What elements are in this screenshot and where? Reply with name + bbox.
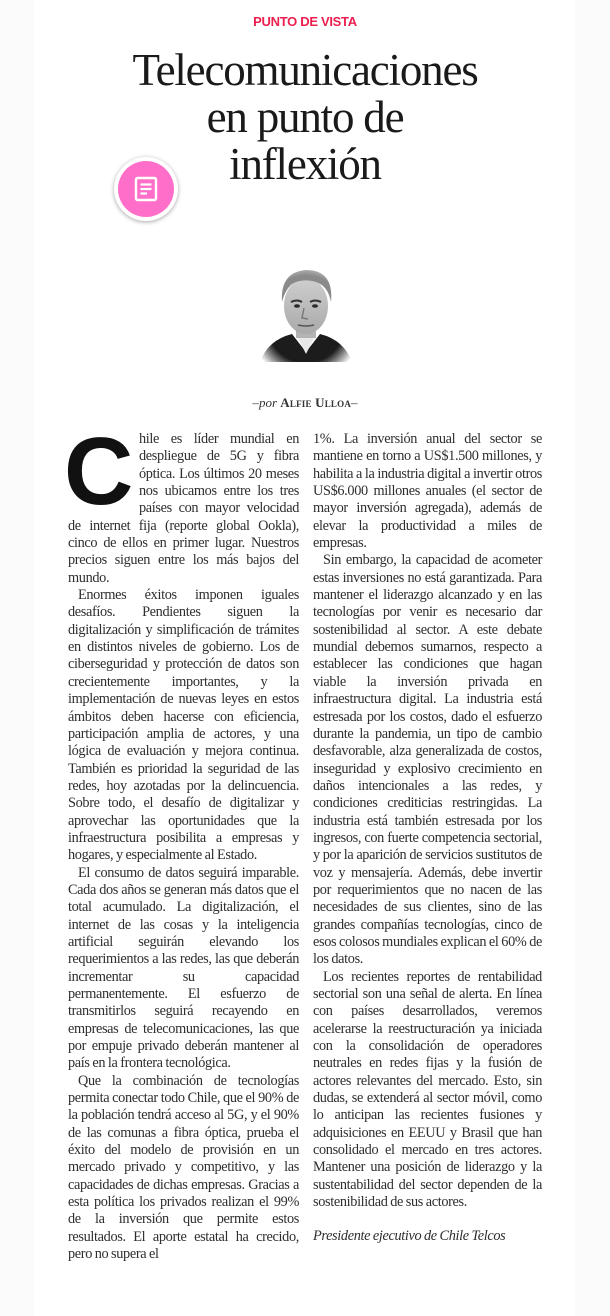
article-icon <box>131 174 161 204</box>
byline-suffix: – <box>351 395 358 410</box>
article-column-left <box>64 418 299 1264</box>
author-portrait <box>258 262 354 366</box>
author-name: Alfie Ulloa <box>280 395 352 410</box>
article-paragraph: Que la combinación de tecnologías permita conectar todo Chile, que el 90% de la población tendrá acceso al 5G, y el 90% de las comunas a fibra óptica, prueba el éxito del modelo de provisión en un mercado privado y competitivo, y las capacidades de dichas empresas. Gracias a esta política los privados realizan el 99% de la inversión que permite estos resultados. El aporte estatal ha crecido, pero no supera el <box>68 1072 299 1263</box>
drop-cap: C <box>64 418 133 525</box>
headline-line: en punto de <box>206 92 404 142</box>
section-kicker: PUNTO DE VISTA <box>253 14 357 29</box>
author-byline <box>0 395 610 411</box>
headline-line: inflexión <box>229 139 381 189</box>
article-paragraph: Los recientes reportes de rentabilidad sectorial son una señal de alerta. En línea con países desarrollados, veremos acelerarse la reestructuración ya iniciada con la consolidación de operadores neutrales en redes fijas y la fusión de actores relevantes del mercado. Esto, sin dudas, se extenderá al sector móvil, como lo anticipan las recientes fusiones y adquisiciones en EEUU y Brasil que han consolidado el mercado en tres actores. Mantener una posición de liderazgo y la sustentabilidad del sector dependen de la sostenibilidad de sus actores. <box>313 968 542 1211</box>
article-paragraph: El consumo de datos seguirá imparable. Cada dos años se generan más datos que el total acumulado. La digitalización, el internet de las cosas y la inteligencia artificial seguirán elevando los requerimientos a las redes, las que deberán incrementar su capacidad permanentemente. El esfuerzo de transmitirlos seguirá recayendo en empresas de telecomunicaciones, las que por empuje privado deberán mantener al país en la frontera tecnológica. <box>68 864 299 1072</box>
article-paragraph: 1%. La inversión anual del sector se mantiene en torno a US$1.500 millones, y habilita a la industria digital a invertir otros US$6.000 millones anuales (el sector de mayor inversión agregada), además de elevar la productividad a miles de empresas. <box>313 431 542 552</box>
headline-line: Telecomunicaciones <box>132 45 478 95</box>
article-paragraph: Chile es líder mundial en despliegue de 5G y fibra óptica. Los últimos 20 meses nos ubicamos entre los tres países con mayor velocidad de internet fija (reporte global Ookla), cinco de ellos en primer lugar. Nuestros precios siguen entre los más bajos del mundo. <box>64 418 299 586</box>
headline <box>0 47 610 188</box>
article-paragraph: Enormes éxitos imponen iguales desafíos. Pendientes siguen la digitalización y simplificación de trámites en distintos niveles de gobierno. Los de ciberseguridad y protección de datos son crecientemente importantes, y la implementación de nuevas leyes en estos ámbitos deben hacerse con eficiencia, participación amplia de actores, y una lógica de evaluación y mejora continua. También es prioridad la seguridad de las redes, hoy azotadas por la delincuencia. Sobre todo, el desafío de digitalizar y aprovechar las oportunidades que la infraestructura posibilita a empresas y hogares, y especialmente al Estado. <box>68 587 299 864</box>
article-view-button[interactable] <box>114 157 178 221</box>
byline-prefix: –por <box>252 395 281 410</box>
author-signature: Presidente ejecutivo de Chile Telcos <box>313 1228 506 1245</box>
article-paragraph: Sin embargo, la capacidad de acometer estas inversiones no está garantizada. Para mantener el liderazgo alcanzado y en las tecnologías por venir es necesario dar sostenibilidad al sector. A este debate mundial debemos sumarnos, respecto a establecer las condiciones que hagan viable la inversión privada en infraestructura digital. La industria está estresada por los costos, dado el esfuerzo durante la pandemia, un tipo de cambio desfavorable, alza generalizada de costos, inseguridad y explosivo crecimiento en daños intencionales a las redes, y condiciones crediticias restringidas. La industria está también estresada por los ingresos, con fuerte competencia sectorial, y por la aparición de servicios sustitutos de voz y mensajería. Además, debe invertir por requerimientos que no nacen de las necesidades de sus clientes, sino de las grandes compañías tecnologías, cinco de esos colosos mundiales explican el 60% de los datos. <box>313 552 542 968</box>
article-column-right <box>313 431 542 1246</box>
